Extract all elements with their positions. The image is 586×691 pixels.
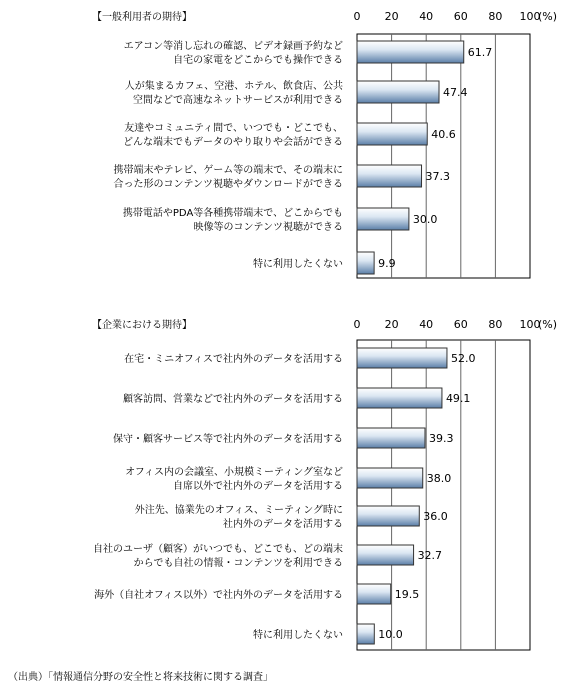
panel-1-value-label-2: 39.3 [428,432,454,445]
panel-1-category-label-1-0: 顧客訪問、営業などで社内外のデータを活用する [123,394,343,405]
panel-0-bar-5 [357,252,374,274]
panel-0-category-label-5-0: 特に利用したくない [253,259,343,270]
panel-0-tick-label-20: 20 [384,10,399,23]
panel-1-tick-label-0: 0 [353,318,361,331]
panel-1-category-label-7-0: 特に利用したくない [253,630,343,641]
panel-0-tick-label-100: 100 [519,10,541,23]
panel-0-category-label-4-1: 映像等のコンテンツ視聴ができる [193,222,343,233]
panel-0-category-label-1-0: 人が集まるカフェ、空港、ホテル、飲食店、公共 [124,81,343,92]
panel-1-bar-1 [357,388,442,408]
panel-1-category-label-5-1: からでも自社の情報・コンテンツを利用できる [133,558,343,569]
panel-1-value-label-5: 32.7 [417,549,443,562]
panel-0-category-label-3-1: 合った形のコンテンツ視聴やダウンロードができる [113,179,343,190]
panel-0-value-label-4: 30.0 [412,213,438,226]
panel-1-category-label-3-0: オフィス内の会議室、小規模ミーティング室など [125,467,343,478]
panel-1-category-label-6-0: 海外（自社オフィス以外）で社内外のデータを活用する [94,590,343,601]
panel-1-title: 【企業における期待】 [92,320,192,331]
panel-0-category-label-3-0: 携帯端末やテレビ、ゲーム等の端末で、その端末に [113,165,343,176]
panel-0-category-label-1-1: 空間などで高速なネットサービスが利用できる [133,95,343,106]
panel-0-tick-label-80: 80 [488,10,503,23]
panel-0-value-label-3: 37.3 [425,170,451,183]
panel-0-unit-label: (%) [538,10,558,23]
panel-0-bar-2 [357,123,427,145]
panel-0-category-label-0-1: 自宅の家電をどこからでも操作できる [173,55,343,66]
panel-1-tick-label-80: 80 [488,318,503,331]
panel-1-bar-4 [357,506,419,526]
panel-0-value-label-5: 9.9 [378,257,396,270]
panel-0-value-label-1: 47.4 [443,86,468,99]
panel-1-value-label-4: 36.0 [423,510,448,523]
panel-0-tick-label-60: 60 [453,10,468,23]
panel-1-tick-label-60: 60 [453,318,468,331]
panel-1-tick-label-40: 40 [419,318,434,331]
panel-1-category-label-4-1: 社内外のデータを活用する [223,519,343,530]
panel-1-category-label-2-0: 保守・顧客サービス等で社内外のデータを活用する [113,434,343,445]
panel-0-title: 【一般利用者の期待】 [92,12,192,23]
panel-0-bar-4 [357,208,409,230]
panel-1-bar-6 [357,584,391,604]
panel-0-bar-1 [357,81,439,103]
panel-1-tick-label-100: 100 [519,318,541,331]
panel-1-bar-2 [357,428,425,448]
panel-1-bar-5 [357,545,414,565]
panel-1-value-label-3: 38.0 [426,472,452,485]
panel-0-value-label-0: 61.7 [467,46,493,59]
panel-0-tick-label-40: 40 [419,10,434,23]
panel-1-unit-label: (%) [538,318,558,331]
panel-1-category-label-4-0: 外注先、協業先のオフィス、ミーティング時に [134,505,343,516]
panel-0-category-label-2-0: 友達やコミュニティ間で、いつでも・どこでも、 [124,123,343,134]
panel-1-value-label-6: 19.5 [394,588,420,601]
panel-0-category-label-0-0: エアコン等消し忘れの確認、ビデオ録画予約など [123,41,343,52]
panel-0-plot-frame [357,34,530,278]
panel-1-category-label-5-0: 自社のユーザ（顧客）がいつでも、どこでも、どの端末 [93,544,343,555]
panel-0-tick-label-0: 0 [353,10,361,23]
panel-0-bar-3 [357,165,422,187]
panel-0-category-label-2-1: どんな端末でもデータのやり取りや会話ができる [123,137,343,148]
panel-0-bar-0 [357,41,464,63]
panel-1-category-label-0-0: 在宅・ミニオフィスで社内外のデータを活用する [124,354,343,365]
source-note: （出典）「情報通信分野の安全性と将来技術に関する調査」 [8,672,273,683]
panel-1-tick-label-20: 20 [384,318,399,331]
panel-1-category-label-3-1: 自席以外で社内外のデータを活用する [173,481,343,492]
panel-1-bar-0 [357,348,447,368]
panel-1-value-label-1: 49.1 [445,392,471,405]
panel-1-bar-3 [357,468,423,488]
panel-1-value-label-7: 10.0 [378,628,403,641]
panel-1-value-label-0: 52.0 [450,352,476,365]
panel-0-value-label-2: 40.6 [431,128,456,141]
panel-0-category-label-4-0: 携帯電話やPDA等各種携帯端末で、どこからでも [122,208,343,219]
panel-1-bar-7 [357,624,374,644]
